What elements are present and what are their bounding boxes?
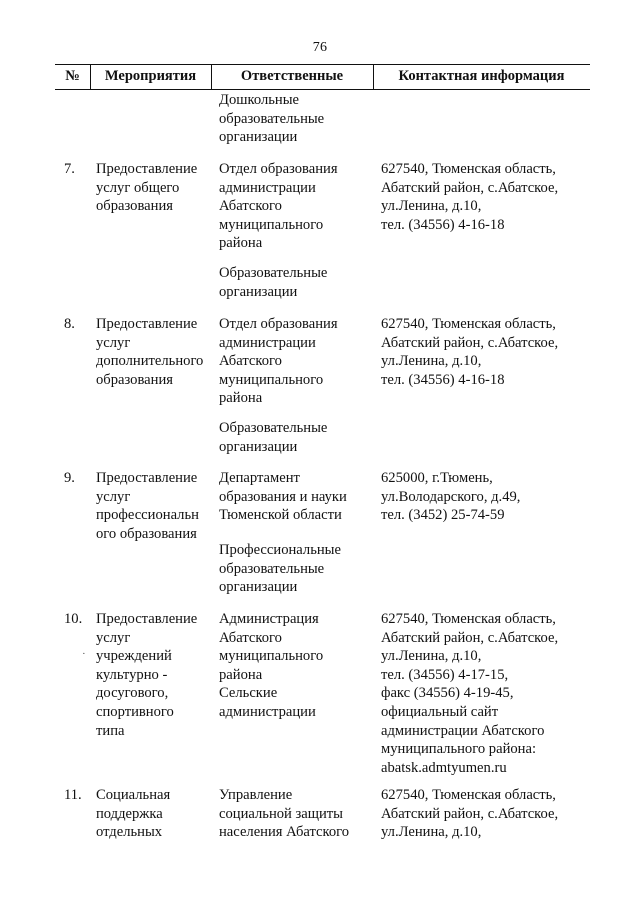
row-contact: 627540, Тюменская область, Абатский район, с.Абатское, ул.Ленина, д.10, тел. (34556) 4-16-18	[381, 316, 559, 388]
row-number: 10.	[64, 611, 83, 627]
row-responsible: Отдел образования администрации Абатского муниципального района	[219, 316, 338, 407]
row-contact: 627540, Тюменская область, Абатский район, с.Абатское, ул.Ленина, д.10,	[381, 787, 559, 841]
header-event: Мероприятия	[104, 68, 197, 84]
row-contact: 627540, Тюменская область, Абатский район, с.Абатское, ул.Ленина, д.10, тел. (34556) 4-16-18	[381, 161, 559, 233]
row-contact: 625000, г.Тюмень, ул.Володарского, д.49, тел. (3452) 25-74-59	[381, 470, 521, 524]
row-responsible-extra: Образовательные организации	[219, 265, 328, 300]
row-number: 9.	[64, 470, 75, 486]
row-event: Предоставление услуг профессиональн ого образования	[96, 470, 199, 542]
row-number: 8.	[64, 316, 75, 332]
row-responsible: Департамент образования и науки Тюменской области	[219, 470, 347, 524]
row-contact: 627540, Тюменская область, Абатский район, с.Абатское, ул.Ленина, д.10, тел. (34556) 4-17-15, факс (34556) 4-19-45, официальный сайт администрации Абатского муниципального района: abatsk.admtyumen.ru	[381, 611, 559, 776]
continuation-responsible: Дошкольные образовательные организации	[219, 92, 325, 146]
header-contact: Контактная информация	[398, 68, 565, 84]
page-number: 76	[312, 40, 328, 55]
row-event: Социальная поддержка отдельных	[96, 787, 171, 841]
row-event: Предоставление услуг учреждений культурно - досугового, спортивного типа	[96, 611, 198, 739]
row-responsible: Администрация Абатского муниципального района Сельские администрации	[219, 611, 324, 720]
row-responsible-extra: Образовательные организации	[219, 420, 328, 455]
row-number: 7.	[64, 161, 75, 177]
header-responsible: Ответственные	[240, 68, 344, 84]
table-top-rule	[55, 64, 590, 65]
row-event: Предоставление услуг дополнительного образования	[96, 316, 204, 388]
row-event: Предоставление услуг общего образования	[96, 161, 198, 215]
row-number: 11.	[64, 787, 82, 803]
row-responsible: Управление социальной защиты населения Абатского	[219, 787, 350, 841]
scan-speck: ·	[82, 648, 86, 660]
row-responsible: Отдел образования администрации Абатского муниципального района	[219, 161, 338, 252]
row-responsible-extra: Профессиональные образовательные организации	[219, 542, 341, 596]
header-num: №	[65, 68, 80, 84]
table-header-bottom-rule	[55, 89, 590, 90]
